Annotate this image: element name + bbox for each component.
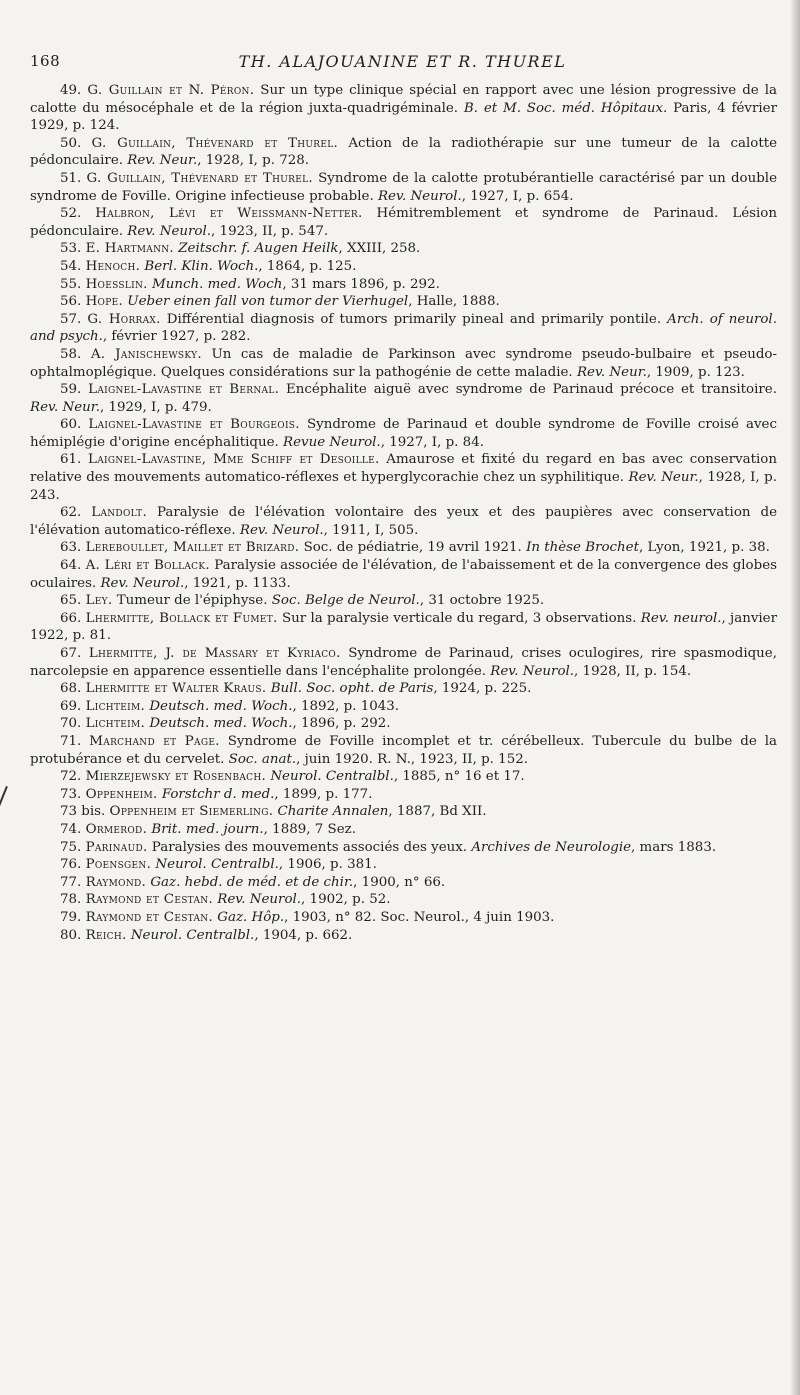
ref-text: Tumeur de l'épiphyse. [112,593,272,609]
ref-number: 80. [60,927,82,943]
ref-journal: Rev. Neurol. [217,892,302,908]
reference-item [30,733,777,768]
reference-item [30,680,777,698]
ref-number: 62. [60,505,82,521]
reference-item [30,557,777,592]
ref-journal: B. et M. Soc. méd. Hôpitaux. [463,100,668,116]
reference-item [30,839,777,857]
ref-details: , 1887, Bd XII. [388,804,487,820]
ref-authors: Laignel-Lavastine, Mme Schiff et Desoille. [88,452,380,468]
ref-text: Paralysie associée de l'élévation, de l'abaissement et de la convergence des globes oculaires. [30,558,777,591]
ref-details: , Halle, 1888. [408,294,500,310]
ref-journal: Gaz. Hôp. [217,909,285,925]
ref-journal: Rev. Neur. [30,399,100,415]
ref-details: , 1921, p. 1133. [184,575,291,591]
reference-item [30,346,777,381]
ref-authors: Hope. [85,294,124,310]
ref-journal: Rev. Neurol. [100,575,185,591]
ref-authors: Lichteim. [85,716,146,732]
ref-number: 68. [60,681,82,697]
ref-text: Hémitremblement et syndrome de Parinaud. Lésion pédonculaire. [30,206,777,239]
ref-details: , mars 1883. [631,839,717,855]
reference-item [30,451,777,504]
reference-item [30,874,777,892]
ref-number: 71. [60,733,82,749]
ref-journal: Rev. Neur. [628,470,699,486]
reference-item [30,416,777,451]
ref-details: , 1927, I, p. 84. [380,434,484,450]
ref-authors: Ormerod. [85,821,148,837]
reference-item [30,715,777,733]
ref-number: 74. [60,821,82,837]
ref-authors: Raymond et Cestan. [85,909,214,925]
ref-authors: Mierzejewsky et Rosenbach. [85,769,267,785]
ref-text: Syndrome de la calotte protubérantielle caractérisé par un double syndrome de Foville. Origine infectieuse probable. [30,170,777,204]
ref-authors: G. Horrax. [87,311,161,327]
ref-text: Sur un type clinique spécial en rapport avec une lésion progressive de la calotte du mésocéphale et de la région juxta-quadrigéminale. [30,83,777,116]
reference-item [30,891,777,909]
reference-item [30,803,777,821]
reference-item [30,311,777,346]
ref-number: 79. [60,909,82,925]
ref-journal: Archives de Neurologie [471,839,632,855]
ref-details: , 1899, p. 177. [274,786,373,802]
reference-item [30,645,777,680]
ref-details: , 1900, n° 66. [353,874,446,890]
reference-item [30,504,777,539]
ref-details: , 31 octobre 1925. [419,593,545,609]
ref-journal: In thèse Brochet [526,540,639,556]
ref-number: 70. [60,716,82,732]
ref-journal: Gaz. hebd. de méd. et de chir. [150,874,354,890]
ref-authors: A. Janischewsky. [90,346,202,362]
ref-text: Soc. de pédiatrie, 19 avril 1921. [299,540,527,556]
ref-authors: Lhermitte et Walter Kraus. [85,681,267,697]
reference-item [30,927,777,945]
ref-details: , 1904, p. 662. [254,927,353,943]
reference-item [30,539,777,557]
ref-journal: Deutsch. med. Woch. [149,698,293,714]
reference-item [30,205,777,240]
ref-authors: Oppenheim. [85,786,158,802]
ref-authors: Laignel-Lavastine et Bourgeois. [88,417,300,433]
ref-number: 75. [60,839,82,855]
reference-item [30,135,777,170]
ref-journal: Neurol. Centralbl. [155,857,279,873]
ref-details: , 1896, p. 292. [292,716,391,732]
ref-number: 67. [60,646,82,661]
reference-item [30,786,777,804]
reference-list [30,82,777,944]
reference-item [30,82,777,135]
ref-journal: Neurol. Centralbl. [270,769,394,785]
ref-text: Syndrome de Parinaud, crises oculogires, rire spasmodique, narcolepsie en apparence essentielle dans l'encéphalite prolongée. [30,646,777,679]
reference-item [30,909,777,927]
ref-journal: Rev. Neur. [127,153,198,169]
ref-number: 50. [60,135,82,151]
ref-journal: Berl. Klin. Woch. [144,258,259,274]
ref-authors: Lereboullet, Maillet et Brizard. [85,540,300,556]
ref-details: , 1929, I, p. 479. [99,399,212,415]
reference-item [30,698,777,716]
ref-number: 73 bis. [60,804,106,820]
ref-text: Paralysie de l'élévation volontaire des yeux et des paupières avec conservation de l'élévation automatico-réflexe. [30,505,777,538]
ref-journal: Rev. Neurol. [377,188,462,204]
reference-item [30,293,777,311]
ref-number: 54. [60,258,82,274]
ref-authors: Henoch. [85,258,141,274]
page-number: 168 [30,52,61,70]
ref-journal: Ueber einen fall von tumor der Vierhugel [127,294,409,310]
ref-number: 69. [60,698,82,714]
ref-number: 55. [60,276,82,292]
ref-journal: Rev. Neurol. [490,663,575,679]
reference-item [30,592,777,610]
ref-journal: Revue Neurol. [283,434,381,450]
ref-details: , 1924, p. 225. [433,681,532,697]
ref-authors: E. Hartmann. [85,241,174,257]
reference-item [30,821,777,839]
ref-journal: Munch. med. Woch [152,276,283,292]
ref-details: , 31 mars 1896, p. 292. [282,276,440,292]
ref-authors: Poensgen. [85,857,152,873]
ref-text: Action de la radiothérapie sur une tumeur de la calotte pédonculaire. [30,135,778,169]
reference-item [30,170,777,205]
ref-details: , juin 1920. R. N., 1923, II, p. 152. [296,751,528,767]
ref-details: , 1903, n° 82. Soc. Neurol., 4 juin 1903. [284,909,555,925]
ref-journal: Soc. anat. [228,751,297,767]
ref-details: , Lyon, 1921, p. 38. [638,540,770,556]
ref-number: 64. [60,558,82,574]
ref-journal: Rev. Neurol. [239,522,324,538]
ref-text: Un cas de maladie de Parkinson avec syndrome pseudo-bulbaire et pseudo-ophtalmoplégique. Quelques considérations sur la pathogénie de cette maladie. [30,346,777,380]
ref-text: Sur la paralysie verticale du regard, 3 observations. [277,610,641,626]
reference-item [30,276,777,294]
page-header [30,52,775,72]
ref-details: , janvier 1922, p. 81. [30,610,777,644]
ref-authors: Ley. [85,593,113,609]
ref-details: , 1928, I, p. 728. [197,153,310,169]
ref-journal: Brit. med. journ. [151,821,264,837]
ref-number: 76. [60,857,82,873]
ref-authors: G. Guillain, Thévenard et Thurel. [91,135,339,151]
reference-item [30,610,777,645]
reference-item [30,240,777,258]
ref-details: , 1892, p. 1043. [292,698,400,714]
ref-details: , 1885, n° 16 et 17. [393,769,525,785]
ref-journal: Charite Annalen [277,804,389,820]
ref-text: Encéphalite aiguë avec syndrome de Parinaud précoce et transitoire. [279,382,777,398]
ref-journal: Bull. Soc. opht. de Paris [270,681,434,697]
ref-number: 60. [60,417,82,433]
ref-authors: G. Guillain, Thévenard et Thurel. [86,170,313,186]
ref-journal: Rev. Neurol. [127,223,212,239]
ref-authors: Laignel-Lavastine et Bernal. [88,382,280,398]
ref-authors: Hoesslin. [85,276,148,292]
reference-item [30,856,777,874]
ref-details: , XXIII, 258. [338,241,421,257]
ref-details: , 1928, II, p. 154. [574,663,692,679]
ref-journal: Deutsch. med. Woch. [149,716,293,732]
ref-authors: Lichteim. [85,698,146,714]
running-title: TH. ALAJOUANINE ET R. THUREL [238,52,567,71]
ref-number: 49. [60,83,82,98]
ref-number: 58. [60,346,82,362]
ref-authors: Oppenheim et Siemerling. [109,804,274,820]
ref-authors: Halbron, Lévi et Weissmann-Netter. [95,206,363,222]
ref-number: 53. [60,241,82,257]
ref-details: Paris, 4 février 1929, p. 124. [30,100,777,134]
ref-journal: Rev. neurol. [640,610,722,626]
reference-item [30,768,777,786]
ref-number: 51. [60,170,82,186]
ref-journal: Arch. of neurol. and psych. [30,311,777,345]
ref-number: 78. [60,892,82,908]
ref-details: , 1902, p. 52. [301,892,391,908]
ref-details: , 1927, I, p. 654. [461,188,574,204]
reference-item [30,258,777,276]
ref-authors: Reich. [85,927,127,943]
ref-journal: Zeitschr. f. Augen Heilk [178,241,339,257]
ref-details: , 1928, I, p. 243. [30,470,777,503]
ref-journal: Rev. Neur. [576,364,647,380]
ref-text: Amaurose et fixité du regard en bas avec conservation relative des mouvements automatico-réflexes et hyperglycorachie chez un syphilitique. [30,452,777,486]
ref-text: Différential diagnosis of tumors primarily pineal and primarily pontile. [160,311,668,327]
ref-journal: Soc. Belge de Neurol. [271,593,420,609]
ref-number: 63. [60,540,82,556]
ref-journal: Forstchr d. med. [161,786,275,802]
ref-journal: Neurol. Centralbl. [130,927,255,943]
ref-number: 66. [60,610,82,626]
ref-number: 59. [60,382,82,398]
ref-number: 73. [60,786,82,802]
ref-authors: Raymond. [85,874,147,890]
ref-authors: A. Léri et Bollack. [85,558,210,574]
ref-text: Paralysies des mouvements associés des yeux. [147,839,472,855]
ref-number: 56. [60,294,82,310]
ref-authors: Raymond et Cestan. [85,892,214,908]
margin-pencil-mark [0,786,8,831]
ref-authors: G. Guillain et N. Péron. [87,83,255,98]
page-edge-shadow [790,0,800,1395]
ref-number: 57. [60,311,82,327]
ref-number: 52. [60,206,82,222]
ref-details: , 1923, II, p. 547. [211,223,329,239]
ref-authors: Lhermitte, J. de Massary et Kyriaco. [88,646,341,661]
ref-authors: Lhermitte, Bollack et Fumet. [85,610,278,626]
ref-authors: Landolt. [91,505,148,521]
ref-authors: Marchand et Page. [89,733,220,749]
ref-number: 72. [60,769,82,785]
ref-number: 77. [60,874,82,890]
ref-details: , février 1927, p. 282. [102,329,251,345]
ref-authors: Parinaud. [85,839,148,855]
ref-text: Syndrome de Parinaud et double syndrome de Foville croisé avec hémiplégie d'origine encéphalitique. [30,417,777,450]
ref-number: 65. [60,593,82,609]
ref-text: Syndrome de Foville incomplet et tr. cérébelleux. Tubercule du bulbe de la protubérance et du cervelet. [30,733,777,767]
ref-number: 61. [60,452,82,468]
ref-details: , 1906, p. 381. [278,857,377,873]
reference-item [30,381,777,416]
ref-details: , 1889, 7 Sez. [263,821,356,837]
ref-details: , 1911, I, 505. [323,522,419,538]
ref-details: , 1909, p. 123. [646,364,745,380]
ref-details: , 1864, p. 125. [258,258,357,274]
